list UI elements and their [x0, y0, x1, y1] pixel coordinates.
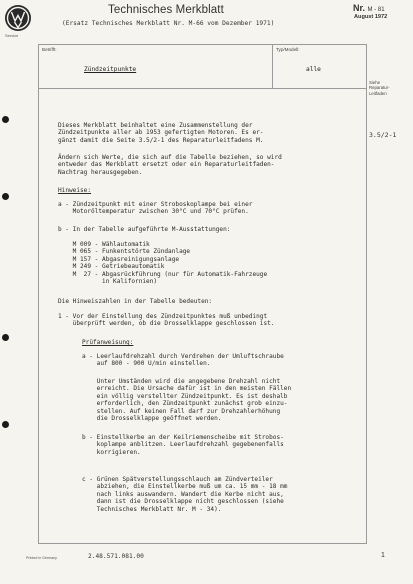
punch-hole — [2, 334, 9, 341]
side-note-line: Reparatur- — [369, 85, 390, 91]
text-line: Technisches Merkblatt Nr. M - 34). — [82, 505, 222, 513]
text-line: koplampe anblitzen. Leerlaufdrehzahl gegebenenfalls — [82, 441, 284, 449]
point-a — [58, 201, 252, 216]
typ-label: Typ/Modell: — [276, 47, 300, 52]
text-line: Nachtrag herausgegeben. — [58, 168, 143, 176]
side-reference: 3.5/2-1 — [369, 131, 397, 139]
point-1 — [58, 313, 274, 328]
text-line: erforderlich, den Zündzeitpunkt zunächst grob einzu- — [82, 400, 288, 408]
typ-value: alle — [306, 66, 321, 73]
text-line: nach links auswandern. Wandert die Kerbe nicht aus, — [82, 490, 284, 498]
change-paragraph — [58, 154, 282, 176]
text-line: Zündzeitpunkte aller ab 1953 gefertigten Motoren. Es er- — [58, 129, 264, 137]
punch-hole — [2, 116, 9, 123]
list-item: M 157 - Abgasreinigungsanlage — [58, 255, 180, 263]
text-line: die Drosselklappe geöffnet werden. — [82, 415, 222, 423]
list-item: M 249 - Getriebeautomatik — [58, 263, 165, 271]
side-note-line: Leitfaden — [369, 90, 387, 96]
page-number: 1 — [381, 552, 385, 559]
hinweise-heading: Hinweise: — [58, 187, 92, 194]
pruef-heading: Prüfanweisung: — [82, 339, 134, 346]
text-line: überprüft werden, ob die Drosselklappe geschlossen ist. — [58, 320, 275, 328]
pruef-step-a-note — [82, 378, 291, 422]
header-divider — [38, 44, 366, 45]
text-line: auf 800 - 900 U/min einstellen. — [82, 360, 211, 368]
text-line: Motoröltemperatur zwischen 30°C und 70°C prüfen. — [58, 208, 249, 216]
text-line: Ändern sich Werte, die sich auf die Tabelle beziehen, so wird — [58, 154, 282, 161]
text-line: 1 - Vor der Einstellung des Zündzeitpunktes muß unbedingt — [58, 313, 268, 320]
hinweiszahlen-line: Die Hinweiszahlen in der Tabelle bedeuten: — [58, 298, 213, 305]
m-equipment-list — [58, 241, 267, 285]
right-frame-line — [366, 44, 367, 544]
text-line: gänzt damit die Seite 3.5/2-1 des Reparaturleitfadens M. — [58, 136, 264, 144]
list-item: M 27 - Abgasrückführung (nur für Automatik-Fahrzeuge — [58, 270, 268, 278]
betrifft-label: Betrifft: — [42, 47, 57, 52]
page-subtitle: (Ersatz Technisches Merkblatt Nr. M-66 vom Dezember 1971) — [62, 20, 275, 27]
pruef-step-b — [82, 434, 284, 456]
sheet-number-value: M - 81 — [367, 7, 385, 13]
point-b: b - In der Tabelle aufgeführte M-Ausstattungen: — [58, 226, 231, 233]
left-frame-line — [38, 44, 39, 544]
text-line: stellen. Auf keinen Fall darf zur Drehzahlerhöhung — [82, 407, 281, 415]
intro-paragraph — [58, 122, 263, 144]
text-line: a - Zündzeitpunkt mit einer Stroboskoplampe bei einer — [58, 201, 253, 208]
fields-bottom-line — [38, 88, 366, 89]
side-note — [369, 80, 409, 96]
text-line: b - Einstellkerbe an der Keilriemenscheibe mit Strobos- — [82, 434, 284, 441]
sheet-number — [353, 3, 385, 13]
sheet-date: August 1972 — [354, 14, 388, 20]
list-item: M 065 - Funkentstörte Zündanlage — [58, 248, 191, 256]
pruef-step-a — [82, 353, 284, 368]
text-line: Dieses Merkblatt beinhaltet eine Zusammenstellung der — [58, 122, 253, 129]
text-line: a - Leerlaufdrehzahl durch Verdrehen der Umluftschraube — [82, 353, 284, 360]
printed-in-label: Printed in Germany — [26, 556, 57, 560]
text-line: erreicht. Die Ursache dafür ist in den meisten Fällen — [82, 385, 292, 393]
punch-hole — [2, 193, 9, 200]
list-item: M 009 - Wählautomatik — [58, 241, 150, 248]
text-line: entweder das Merkblatt ersetzt oder ein Reparaturleitfaden- — [58, 161, 275, 169]
betrifft-value: Zündzeitpunkte — [84, 66, 137, 73]
text-line: Unter Umständen wird die angegebene Drehzahl nicht — [82, 378, 281, 385]
punch-hole — [2, 421, 9, 428]
text-line: dann ist die Drosselklappe nicht geschlossen (siehe — [82, 498, 284, 506]
document-number: 2.48.571.081.00 — [88, 553, 144, 560]
vw-logo-icon — [4, 4, 32, 32]
text-line: c - Grünen Spätverstellungsschlauch am Zündverteiler — [82, 476, 273, 483]
field-divider — [272, 44, 273, 88]
pruef-step-c — [82, 476, 287, 513]
text-line: ein völlig verstellter Zündzeitpunkt. Es ist deshalb — [82, 392, 288, 400]
sheet-number-prefix: Nr. — [353, 3, 366, 13]
brand-label: Service — [5, 33, 19, 38]
text-line: korrigieren. — [82, 448, 141, 456]
footer-divider — [38, 543, 366, 544]
side-note-line: Siehe — [369, 80, 380, 85]
page-title: Technisches Merkblatt — [108, 4, 224, 16]
list-item: in Kalifornien) — [58, 278, 158, 286]
text-line: abziehen, die Einstellkerbe muß um ca. 15 mm - 18 mm — [82, 483, 288, 491]
